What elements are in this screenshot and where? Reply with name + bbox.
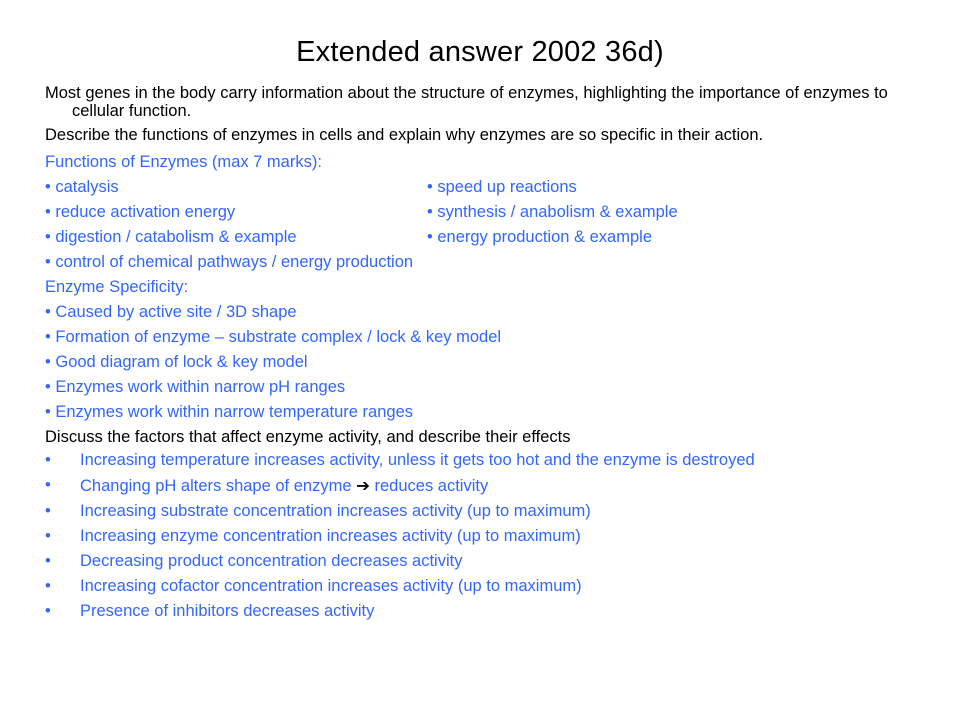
factor-text: Increasing substrate concentration increases activity (up to maximum): [80, 502, 591, 520]
slide-body: [45, 84, 925, 628]
function-item: • energy production & example: [427, 228, 652, 246]
function-item: • digestion / catabolism & example: [45, 228, 297, 246]
factor-item: [45, 603, 925, 620]
factor-item: [45, 553, 925, 570]
functions-heading: Functions of Enzymes (max 7 marks):: [45, 153, 322, 171]
bullet-icon: •: [45, 527, 51, 545]
functions-row: [45, 200, 925, 225]
factor-item: [45, 578, 925, 595]
factor-item: [45, 477, 925, 495]
specificity-item: • Formation of enzyme – substrate complex / lock & key model: [45, 328, 502, 346]
functions-row: [45, 225, 925, 250]
specificity-heading: Enzyme Specificity:: [45, 278, 189, 296]
question-one: Describe the functions of enzymes in cells and explain why enzymes are so specific in their action.: [45, 126, 764, 144]
function-item: • catalysis: [45, 178, 119, 196]
function-item: • control of chemical pathways / energy production: [45, 253, 414, 271]
bullet-icon: •: [45, 552, 51, 570]
factor-text: Increasing enzyme concentration increases activity (up to maximum): [80, 527, 581, 545]
specificity-item: • Caused by active site / 3D shape: [45, 303, 297, 321]
factors-list: [45, 452, 925, 620]
intro-paragraph: Most genes in the body carry information about the structure of enzymes, highlighting the importance of enzymes to cellular function.: [45, 84, 888, 120]
specificity-item: • Enzymes work within narrow temperature ranges: [45, 403, 414, 421]
slide-title: Extended answer 2002 36d): [296, 36, 664, 68]
arrow-right-icon: ➔: [356, 476, 370, 495]
bullet-icon: •: [45, 502, 51, 520]
factor-text: reduces activity: [369, 477, 489, 495]
factor-text: Presence of inhibitors decreases activity: [80, 602, 375, 620]
factor-item: [45, 528, 925, 545]
factor-item: [45, 503, 925, 520]
factor-text: Decreasing product concentration decreases activity: [80, 552, 463, 570]
specificity-item: • Enzymes work within narrow pH ranges: [45, 378, 346, 396]
function-item: • reduce activation energy: [45, 203, 236, 221]
factor-text: Increasing temperature increases activity, unless it gets too hot and the enzyme is destroyed: [80, 451, 755, 469]
factor-text: Increasing cofactor concentration increases activity (up to maximum): [80, 577, 582, 595]
factor-text: Changing pH alters shape of enzyme: [80, 477, 357, 495]
specificity-item: • Good diagram of lock & key model: [45, 353, 308, 371]
bullet-icon: •: [45, 577, 51, 595]
bullet-icon: •: [45, 451, 51, 469]
function-item: • speed up reactions: [427, 178, 577, 196]
bullet-icon: •: [45, 476, 51, 494]
bullet-icon: •: [45, 602, 51, 620]
function-item: • synthesis / anabolism & example: [427, 203, 678, 221]
factor-item: [45, 452, 925, 469]
question-two: Discuss the factors that affect enzyme activity, and describe their effects: [45, 428, 571, 446]
functions-row: [45, 175, 925, 200]
